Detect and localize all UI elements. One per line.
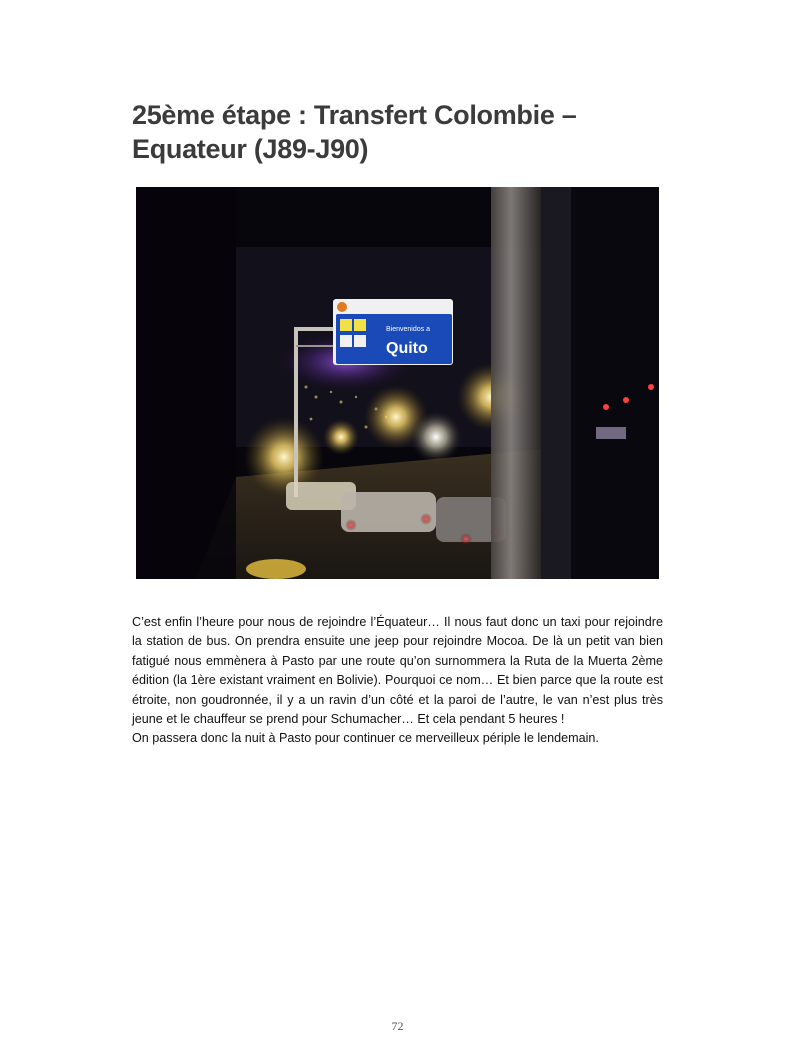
page-number: 72: [391, 1019, 404, 1033]
body-text: [132, 613, 663, 749]
sign-small-text: Bienvenidos a: [386, 326, 430, 333]
paragraph: On passera donc la nuit à Pasto pour continuer ce merveilleux périple le lendemain.: [132, 731, 599, 746]
night-road-photo: [136, 187, 659, 579]
quito-road-sign: [333, 299, 453, 365]
paragraph: C’est enfin l’heure pour nous de rejoindre l’Équateur… Il nous faut donc un taxi pour rejoindre la station de bus. On prendra ensuite une jeep pour rejoindre Mocoa. De là un petit van bien fatigué nous emmènera à Pasto par une route qu’on surnommera la Ruta de la Muerta 2ème édition (la 1ère existant vraiment en Bolivie). Pourquoi ce nom… Et bien parce que la route est étroite, non goudronnée, il y a un ravin d’un côté et la paroi de l’autre, le van n’est plus très jeune et le chauffeur se prend pour Schumacher… Et cela pendant 5 heures !: [132, 615, 663, 727]
page-title: 25ème étape : Transfert Colombie – Equateur (J89-J90): [132, 100, 577, 164]
sign-city: Quito: [386, 340, 428, 357]
